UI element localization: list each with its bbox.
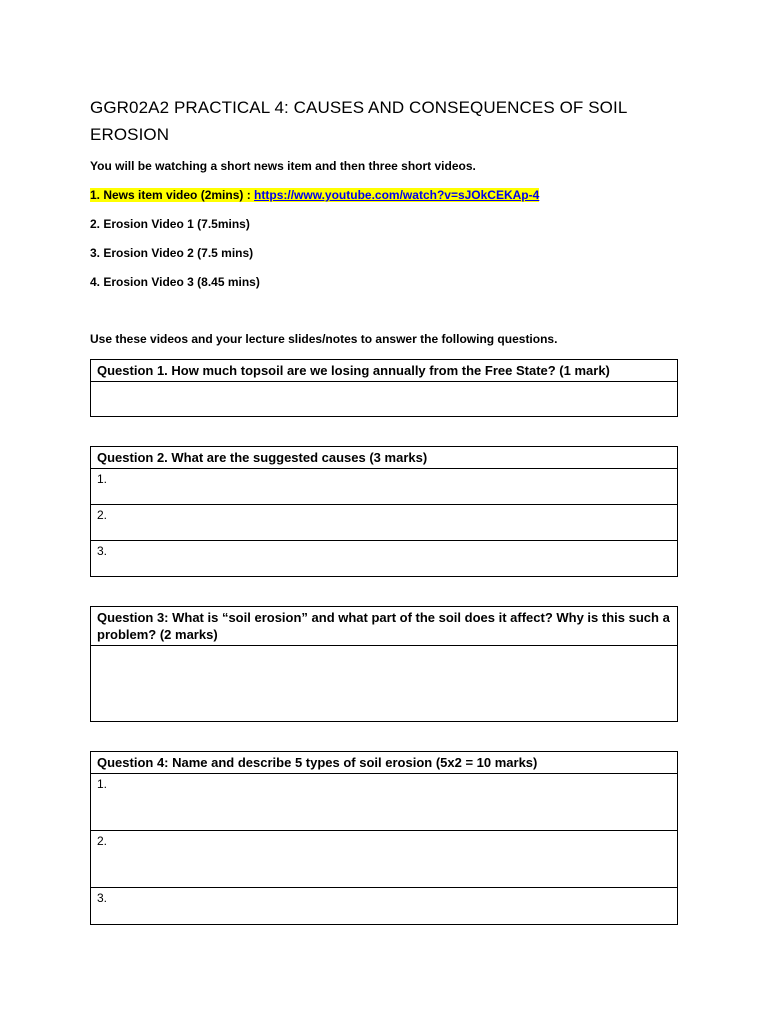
question-1-answer-cell[interactable] <box>91 382 678 417</box>
question-1-table <box>90 359 678 417</box>
answer-number: 2. <box>97 508 108 522</box>
question-3-table <box>90 606 678 722</box>
video-item-2: 3. Erosion Video 2 (7.5 mins) <box>90 246 254 260</box>
news-item-line <box>90 187 680 203</box>
video-item-1: 2. Erosion Video 1 (7.5mins) <box>90 217 250 231</box>
news-item-label: 1. News item video (2mins) : <box>90 188 255 202</box>
question-3-answer-cell[interactable] <box>91 646 678 722</box>
question-2-heading: Question 2. What are the suggested causes (3 marks) <box>91 447 678 469</box>
answer-number: 1. <box>97 472 108 486</box>
question-4-answer-cell-2[interactable] <box>91 831 678 888</box>
question-1-heading: Question 1. How much topsoil are we losing annually from the Free State? (1 mark) <box>91 360 678 382</box>
question-2-answer-cell-1[interactable] <box>91 469 678 505</box>
question-4-answer-cell-1[interactable] <box>91 774 678 831</box>
question-4-table <box>90 751 678 925</box>
intro-text: You will be watching a short news item and then three short videos. <box>90 159 476 173</box>
answer-number: 3. <box>97 544 108 558</box>
answer-number: 3. <box>97 891 108 905</box>
answer-number: 2. <box>97 834 108 848</box>
page-title: GGR02A2 PRACTICAL 4: CAUSES AND CONSEQUENCES OF SOIL EROSION <box>90 98 627 144</box>
answer-number: 1. <box>97 777 108 791</box>
worksheet-page <box>90 94 680 954</box>
question-2-answer-cell-2[interactable] <box>91 505 678 541</box>
question-4-heading: Question 4: Name and describe 5 types of soil erosion (5x2 = 10 marks) <box>91 752 678 774</box>
video-item-3: 4. Erosion Video 3 (8.45 mins) <box>90 275 260 289</box>
question-2-table <box>90 446 678 577</box>
question-3-heading: Question 3: What is “soil erosion” and what part of the soil does it affect? Why is this such a problem? (2 marks) <box>91 607 678 646</box>
instruction-text: Use these videos and your lecture slides/notes to answer the following questions. <box>90 332 558 346</box>
news-item-link[interactable]: https://www.youtube.com/watch?v=sJOkCEKAp-4 <box>254 188 540 202</box>
spacer <box>90 303 680 331</box>
question-4-answer-cell-3[interactable] <box>91 888 678 925</box>
question-2-answer-cell-3[interactable] <box>91 541 678 577</box>
